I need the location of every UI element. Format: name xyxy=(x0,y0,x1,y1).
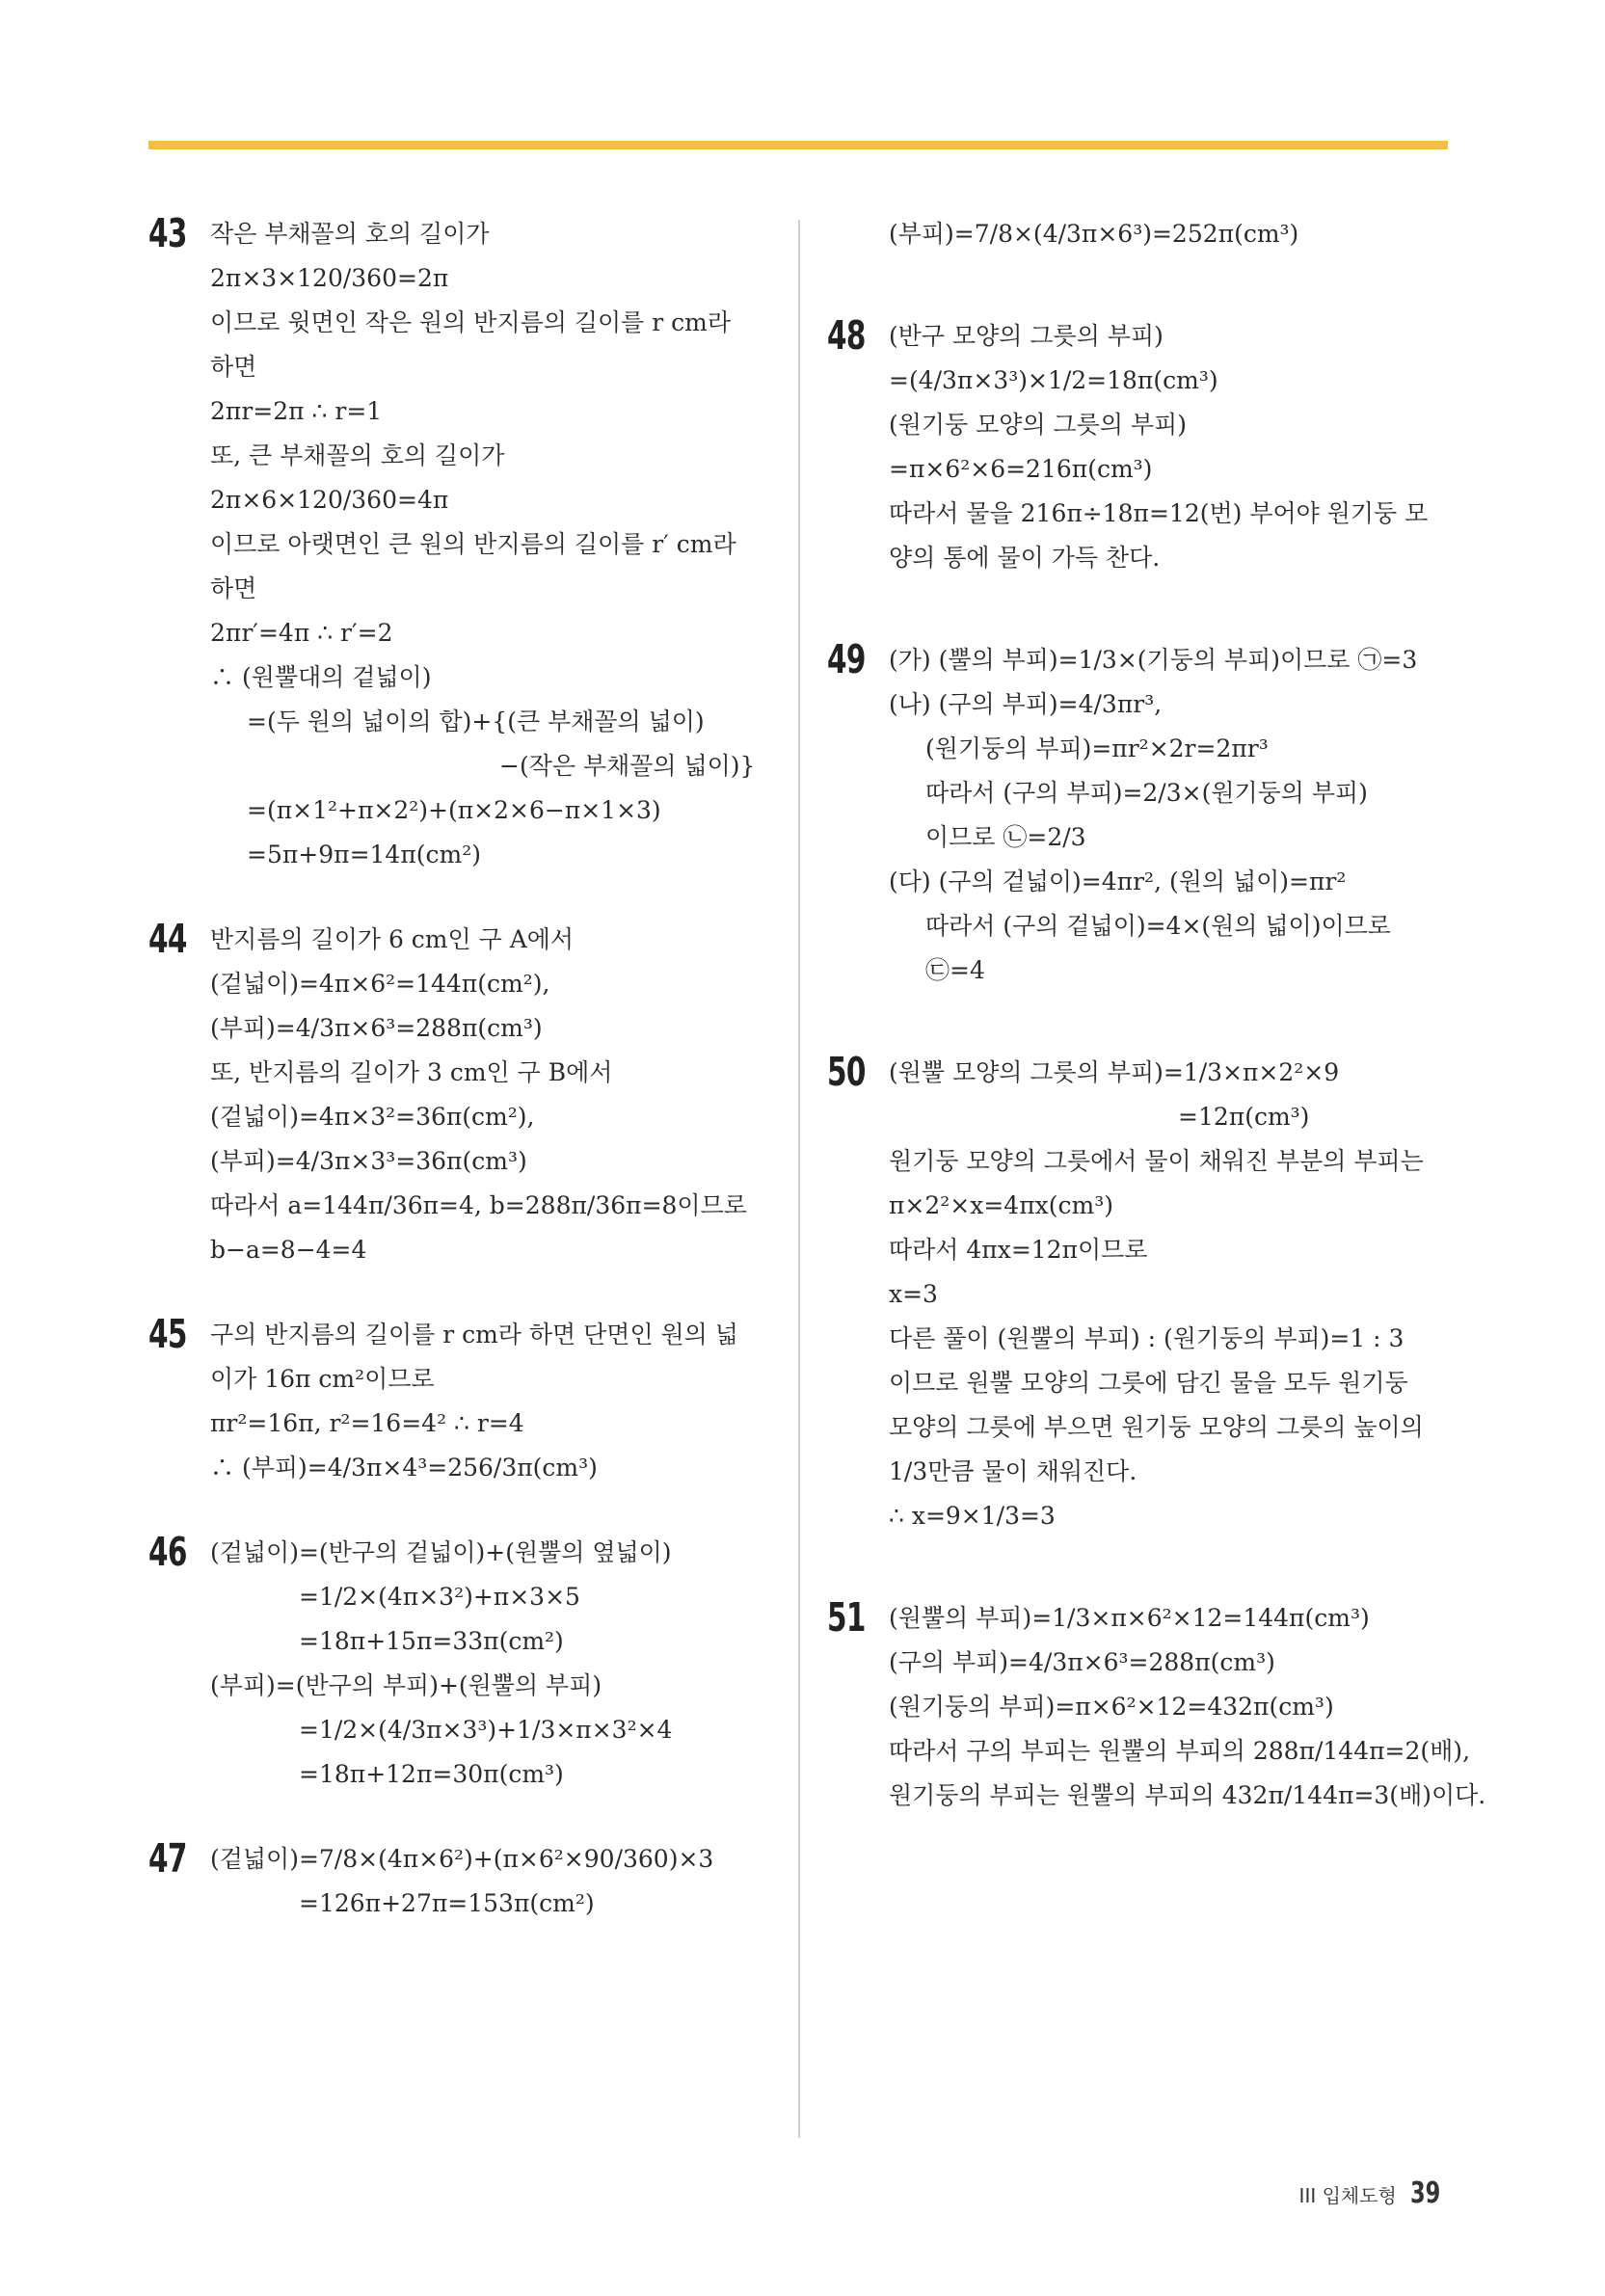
solution-line: 2πr=2π ∴ r=1 xyxy=(210,397,383,425)
problem-47-continued xyxy=(827,212,1463,256)
problem-51 xyxy=(827,1594,1486,1818)
solution-line: ㉢=4 xyxy=(925,956,985,984)
solution-line: =π×6²×6=216π(cm³) xyxy=(889,455,1153,483)
solution-line: ∴ x=9×1/3=3 xyxy=(889,1502,1056,1530)
solution-line: (겉넓이)=(반구의 겉넓이)+(원뿔의 옆넓이) xyxy=(210,1538,672,1566)
solution-line: 모양의 그릇에 부으면 원기둥 모양의 그릇의 높이의 xyxy=(889,1413,1424,1441)
solution-line: 따라서 구의 부피는 원뿔의 부피의 288π/144π=2(배), xyxy=(889,1737,1471,1765)
solution-line: (원기둥의 부피)=π×6²×12=432π(cm³) xyxy=(889,1693,1334,1721)
solution-line: −(작은 부채꼴의 넓이)} xyxy=(499,752,756,780)
problem-number: 44 xyxy=(148,916,187,962)
solution-line: (부피)=7/8×(4/3π×6³)=252π(cm³) xyxy=(889,220,1299,248)
solution-line: =126π+27π=153π(cm²) xyxy=(299,1889,595,1917)
problem-50 xyxy=(827,1051,1463,1538)
solution-line: (부피)=4/3π×6³=288π(cm³) xyxy=(210,1014,543,1042)
problem-47 xyxy=(148,1837,775,1926)
solution-line: =18π+15π=33π(cm²) xyxy=(299,1627,564,1655)
solution-line: 2π×6×120/360=4π xyxy=(210,486,449,514)
solution-line: 따라서 4πx=12π이므로 xyxy=(889,1236,1148,1264)
solution-line: 이므로 ㉡=2/3 xyxy=(925,823,1086,851)
solution-line: =5π+9π=14π(cm²) xyxy=(247,841,481,868)
solution-line: (겉넓이)=4π×6²=144π(cm²), xyxy=(210,970,550,998)
solution-line: (부피)=4/3π×3³=36π(cm³) xyxy=(210,1147,527,1175)
solution-line: (가) (뿔의 부피)=1/3×(기둥의 부피)이므로 ㉠=3 xyxy=(889,646,1418,674)
solution-line: =12π(cm³) xyxy=(1178,1103,1310,1131)
solution-line: 2πr′=4π ∴ r′=2 xyxy=(210,619,393,647)
solution-line: (겉넓이)=7/8×(4π×6²)+(π×6²×90/360)×3 xyxy=(210,1845,714,1873)
solution-line: 하면 xyxy=(210,574,257,602)
problem-number: 46 xyxy=(148,1529,187,1575)
solution-line: 하면 xyxy=(210,353,257,381)
problem-number: 48 xyxy=(827,312,866,359)
solution-line: (반구 모양의 그릇의 부피) xyxy=(889,322,1164,350)
solution-line: (나) (구의 부피)=4/3πr³, xyxy=(889,690,1163,718)
solution-line: ∴ (원뿔대의 겉넓이) xyxy=(210,663,432,691)
alternative-solution-line: 다른 풀이 (원뿔의 부피) : (원기둥의 부피)=1 : 3 xyxy=(889,1324,1404,1352)
column-divider xyxy=(798,220,800,2138)
solution-line: 또, 반지름의 길이가 3 cm인 구 B에서 xyxy=(210,1058,613,1086)
solution-line: πr²=16π, r²=16=4² ∴ r=4 xyxy=(210,1409,524,1437)
solution-line: (겉넓이)=4π×3²=36π(cm²), xyxy=(210,1103,535,1131)
solution-line: (원뿔의 부피)=1/3×π×6²×12=144π(cm³) xyxy=(889,1604,1370,1632)
right-column xyxy=(827,212,1486,1818)
solution-line: =(두 원의 넓이의 합)+{(큰 부채꼴의 넓이) xyxy=(247,707,705,735)
solution-line: 이므로 아랫면인 큰 원의 반지름의 길이를 r′ cm라 xyxy=(210,530,736,558)
solution-line: =1/2×(4π×3²)+π×3×5 xyxy=(299,1583,580,1611)
problem-number: 49 xyxy=(827,636,866,682)
solution-line: 따라서 a=144π/36π=4, b=288π/36π=8이므로 xyxy=(210,1191,747,1219)
solution-line: (다) (구의 겉넓이)=4πr², (원의 넓이)=πr² xyxy=(889,868,1347,895)
solution-line: 따라서 (구의 겉넓이)=4×(원의 넓이)이므로 xyxy=(925,912,1391,940)
problem-45 xyxy=(148,1313,775,1490)
solution-line: x=3 xyxy=(889,1280,938,1308)
solution-line: 이므로 윗면인 작은 원의 반지름의 길이를 r cm라 xyxy=(210,308,731,336)
chapter-label: III 입체도형 xyxy=(1298,2184,1397,2207)
solution-line: (원기둥의 부피)=πr²×2r=2πr³ xyxy=(925,734,1269,762)
problem-43 xyxy=(148,212,775,877)
solution-line: 반지름의 길이가 6 cm인 구 A에서 xyxy=(210,925,575,953)
solution-line: 이므로 원뿔 모양의 그릇에 담긴 물을 모두 원기둥 xyxy=(889,1369,1408,1397)
left-column xyxy=(148,212,775,1926)
solution-line: (원기둥 모양의 그릇의 부피) xyxy=(889,411,1187,439)
solution-line: b−a=8−4=4 xyxy=(210,1236,367,1264)
solution-line: 또, 큰 부채꼴의 호의 길이가 xyxy=(210,441,505,469)
problem-49 xyxy=(827,638,1463,993)
solution-line: π×2²×x=4πx(cm³) xyxy=(889,1191,1113,1219)
problem-number: 45 xyxy=(148,1311,187,1357)
problem-44 xyxy=(148,918,775,1272)
solution-line: 양의 통에 물이 가득 찬다. xyxy=(889,544,1161,572)
page-number: 39 xyxy=(1410,2176,1441,2210)
problem-number: 50 xyxy=(827,1049,866,1095)
solution-line: 2π×3×120/360=2π xyxy=(210,264,449,292)
solution-line: 원기둥 모양의 그릇에서 물이 채워진 부분의 부피는 xyxy=(889,1147,1424,1175)
solution-line: 1/3만큼 물이 채워진다. xyxy=(889,1457,1137,1485)
solution-line: =(4/3π×3³)×1/2=18π(cm³) xyxy=(889,366,1218,394)
problem-48 xyxy=(827,314,1463,580)
solution-line: 구의 반지름의 길이를 r cm라 하면 단면인 원의 넓 xyxy=(210,1321,738,1348)
solution-line: ∴ (부피)=4/3π×4³=256/3π(cm³) xyxy=(210,1454,598,1482)
solution-line: 따라서 (구의 부피)=2/3×(원기둥의 부피) xyxy=(925,779,1368,807)
solution-line: =1/2×(4/3π×3³)+1/3×π×3²×4 xyxy=(299,1716,673,1744)
solution-line: (구의 부피)=4/3π×6³=288π(cm³) xyxy=(889,1648,1275,1676)
solution-line: 원기둥의 부피는 원뿔의 부피의 432π/144π=3(배)이다. xyxy=(889,1781,1486,1809)
solution-line: 따라서 물을 216π÷18π=12(번) 부어야 원기둥 모 xyxy=(889,499,1429,527)
solution-line: 작은 부채꼴의 호의 길이가 xyxy=(210,220,490,248)
problem-46 xyxy=(148,1531,775,1797)
solution-line: =18π+12π=30π(cm³) xyxy=(299,1760,564,1788)
solution-line: 이가 16π cm²이므로 xyxy=(210,1365,435,1393)
problem-number: 47 xyxy=(148,1835,187,1882)
top-accent-bar xyxy=(148,141,1448,149)
page-footer xyxy=(1299,2176,1451,2210)
solution-line: (부피)=(반구의 부피)+(원뿔의 부피) xyxy=(210,1671,602,1699)
solution-line: =(π×1²+π×2²)+(π×2×6−π×1×3) xyxy=(247,796,661,824)
solution-line: (원뿔 모양의 그릇의 부피)=1/3×π×2²×9 xyxy=(889,1058,1340,1086)
problem-number: 43 xyxy=(148,210,187,256)
problem-number: 51 xyxy=(827,1594,866,1641)
